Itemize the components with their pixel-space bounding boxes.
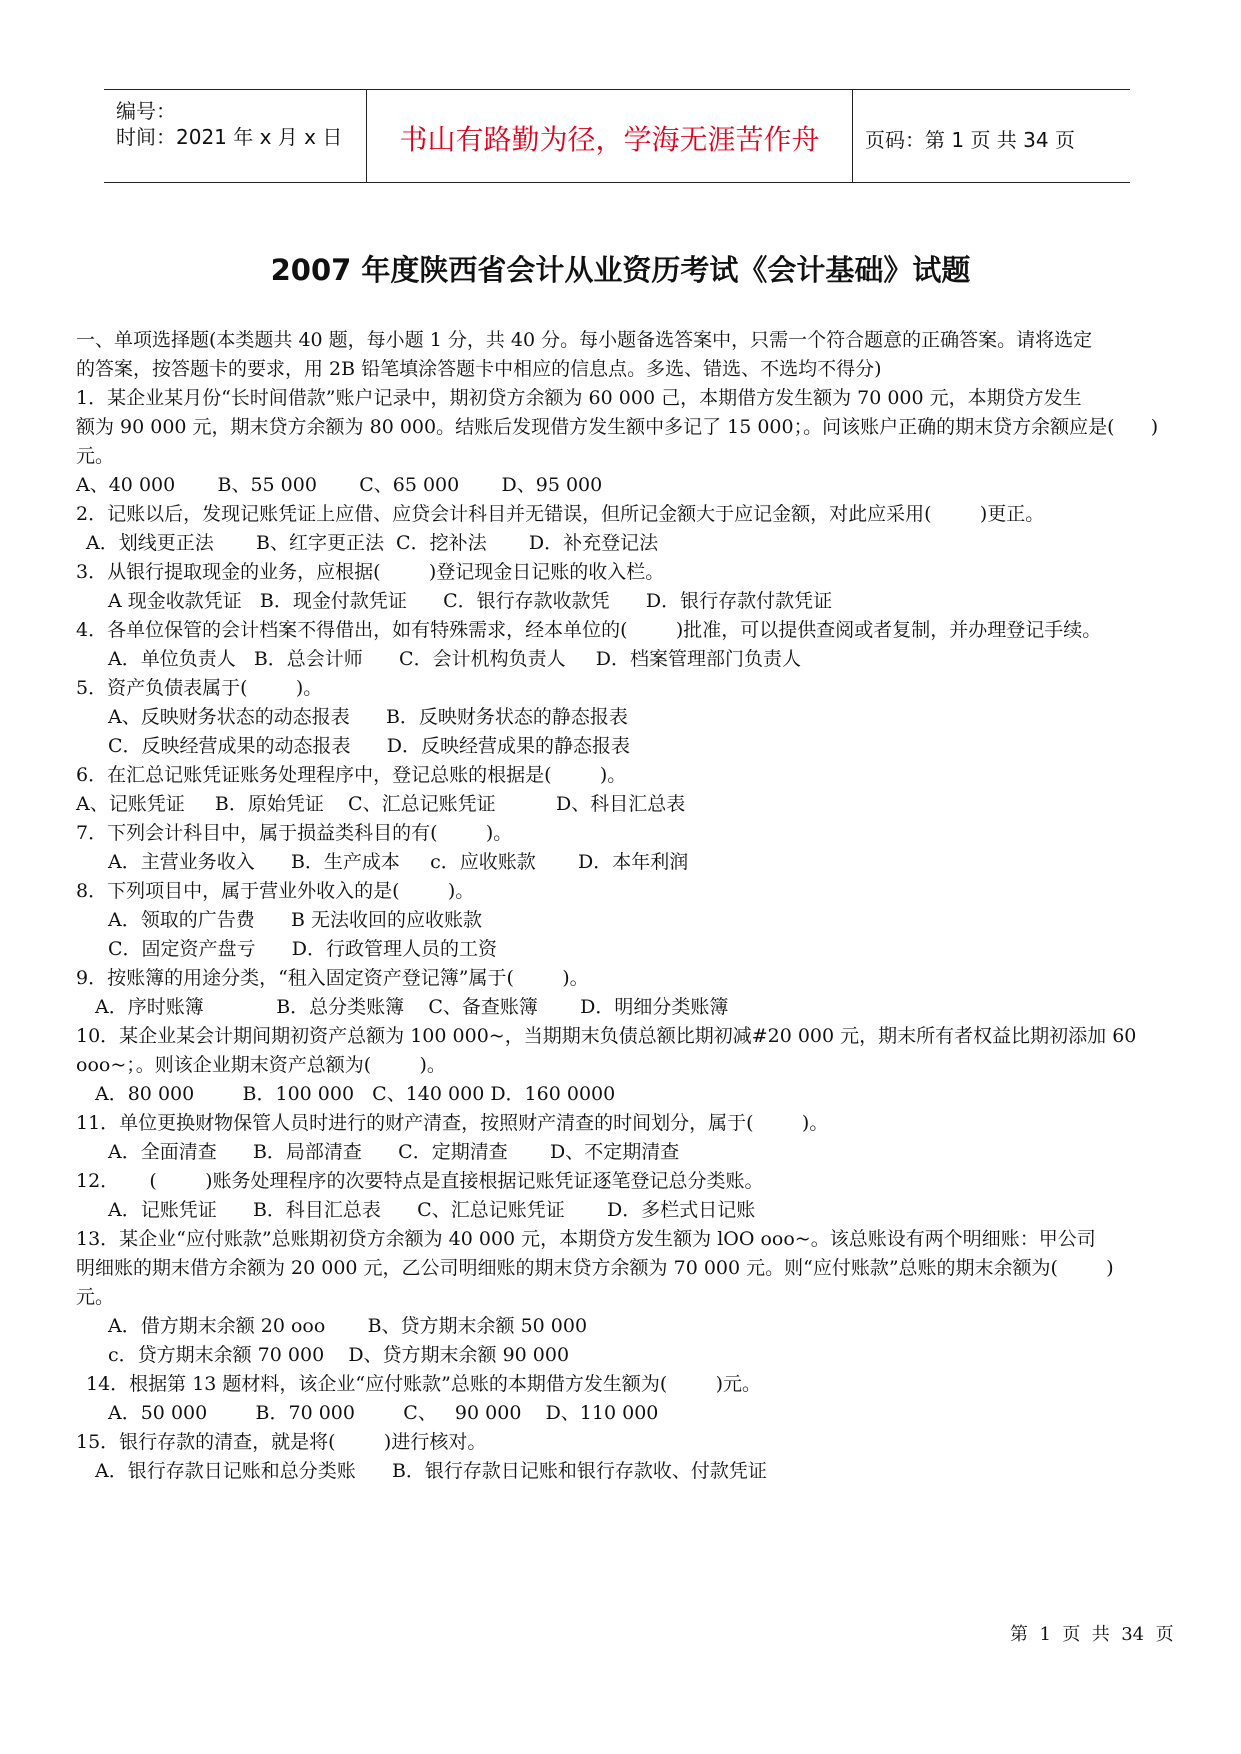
text-line: A．主营业务收入 B．生产成本 c．应收账款 D．本年利润 (108, 851, 689, 873)
motto: 书山有路勤为径，学海无涯苦作舟 (399, 123, 820, 156)
text-line: 8．下列项目中，属于营业外收入的是( )。 (76, 880, 475, 902)
text-line: 一、单项选择题(本类题共 40 题，每小题 1 分，共 40 分。每小题备选答案中，只需一个符合题意的正确答案。请将选定 (76, 329, 1093, 351)
text-line: 元。 (76, 445, 115, 467)
text-line: A．记账凭证 B．科目汇总表 C、汇总记账凭证 D．多栏式日记账 (108, 1199, 756, 1221)
text-line: C．固定资产盘亏 D．行政管理人员的工资 (108, 938, 498, 960)
text-line: c．贷方期末余额 70 000 D、贷方期末余额 90 000 (108, 1344, 570, 1366)
text-line: 1．某企业某月份“长时间借款”账户记录中，期初贷方余额为 60 000 己，本期借方发生额为 70 000 元，本期贷方发生 (76, 387, 1082, 409)
text-line: 15．银行存款的清查，就是将( )进行核对。 (76, 1431, 487, 1453)
text-line: 7．下列会计科目中，属于损益类科目的有( )。 (76, 822, 513, 844)
text-line: A、40 000 B、55 000 C、65 000 D、95 000 (76, 474, 603, 496)
text-line: A．借方期末余额 20 ooo B、贷方期末余额 50 000 (108, 1315, 588, 1337)
header-left-cell (104, 90, 367, 182)
text-line: 明细账的期末借方余额为 20 000 元，乙公司明细账的期末贷方余额为 70 000 元。则“应付账款”总账的期末余额为( ) (76, 1257, 1114, 1279)
text-line: 14．根据第 13 题材料，该企业“应付账款”总账的本期借方发生额为( )元。 (86, 1373, 762, 1395)
text-line: 额为 90 000 元，期末贷方余额为 80 000。结账后发现借方发生额中多记了 15 000；。问该账户正确的期末贷方余额应是( ) (76, 416, 1159, 438)
text-line: 6．在汇总记账凭证账务处理程序中，登记总账的根据是( )。 (76, 764, 627, 786)
text-line: 12． ( )账务处理程序的次要特点是直接根据记账凭证逐笔登记总分类账。 (76, 1170, 764, 1192)
text-line: 4．各单位保管的会计档案不得借出，如有特殊需求，经本单位的( )批准，可以提供查阅或者复制，并办理登记手续。 (76, 619, 1102, 641)
text-line: A．50 000 B．70 000 C、 90 000 D、110 000 (108, 1402, 659, 1424)
text-line: 13．某企业“应付账款”总账期初贷方余额为 40 000 元，本期贷方发生额为 lOO ooo~。该总账设有两个明细账：甲公司 (76, 1228, 1096, 1250)
page-footer: 第 1 页 共 34 页 (1010, 1624, 1174, 1645)
text-line: 3．从银行提取现金的业务，应根据( )登记现金日记账的收入栏。 (76, 561, 665, 583)
page-label: 页码：第 1 页 共 34 页 (865, 128, 1075, 152)
text-line: A．领取的广告费 B 无法收回的应收账款 (108, 909, 482, 931)
text-line: C．反映经营成果的动态报表 D．反映经营成果的静态报表 (108, 735, 631, 757)
text-line: 2．记账以后，发现记账凭证上应借、应贷会计科目并无错误，但所记金额大于应记金额，对此应采用( )更正。 (76, 503, 1045, 525)
text-line: 10．某企业某会计期间期初资产总额为 100 000~，当期期末负债总额比期初减#20 000 元，期末所有者权益比期初添加 60 (76, 1025, 1137, 1047)
document-title: 2007 年度陕西省会计从业资历考试《会计基础》试题 (270, 253, 971, 287)
text-line: A．单位负责人 B．总会计师 C．会计机构负责人 D．档案管理部门负责人 (108, 648, 802, 670)
header-center-cell (367, 90, 853, 182)
text-line: 11．单位更换财物保管人员时进行的财产清查，按照财产清查的时间划分，属于( )。 (76, 1112, 829, 1134)
time-label: 时间：2021 年 x 月 x 日 (116, 125, 343, 149)
text-line: A．80 000 B．100 000 C、140 000 D．160 0000 (95, 1083, 616, 1105)
text-line: A．序时账簿 B．总分类账簿 C、备查账簿 D．明细分类账簿 (95, 996, 729, 1018)
text-line: A 现金收款凭证 B．现金付款凭证 C．银行存款收款凭 D．银行存款付款凭证 (108, 590, 833, 612)
text-line: 元。 (76, 1286, 115, 1308)
text-line: A、记账凭证 B．原始凭证 C、汇总记账凭证 D、科目汇总表 (76, 793, 686, 815)
header-right-cell (853, 90, 1130, 182)
text-line: 9．按账簿的用途分类，“租入固定资产登记簿”属于( )。 (76, 967, 589, 989)
text-line: 的答案，按答题卡的要求，用 2B 铅笔填涂答题卡中相应的信息点。多选、错选、不选均不得分) (76, 358, 882, 380)
header-table (104, 89, 1130, 183)
text-line: A．全面清查 B．局部清查 C．定期清查 D、不定期清查 (108, 1141, 680, 1163)
text-line: A．划线更正法 B、红字更正法 C．挖补法 D．补充登记法 (86, 532, 659, 554)
text-line: A．银行存款日记账和总分类账 B．银行存款日记账和银行存款收、付款凭证 (95, 1460, 767, 1482)
text-line: ooo~；。则该企业期末资产总额为( )。 (76, 1054, 446, 1076)
text-line: 5．资产负债表属于( )。 (76, 677, 323, 699)
text-line: A、反映财务状态的动态报表 B．反映财务状态的静态报表 (108, 706, 628, 728)
number-label: 编号： (116, 99, 176, 123)
